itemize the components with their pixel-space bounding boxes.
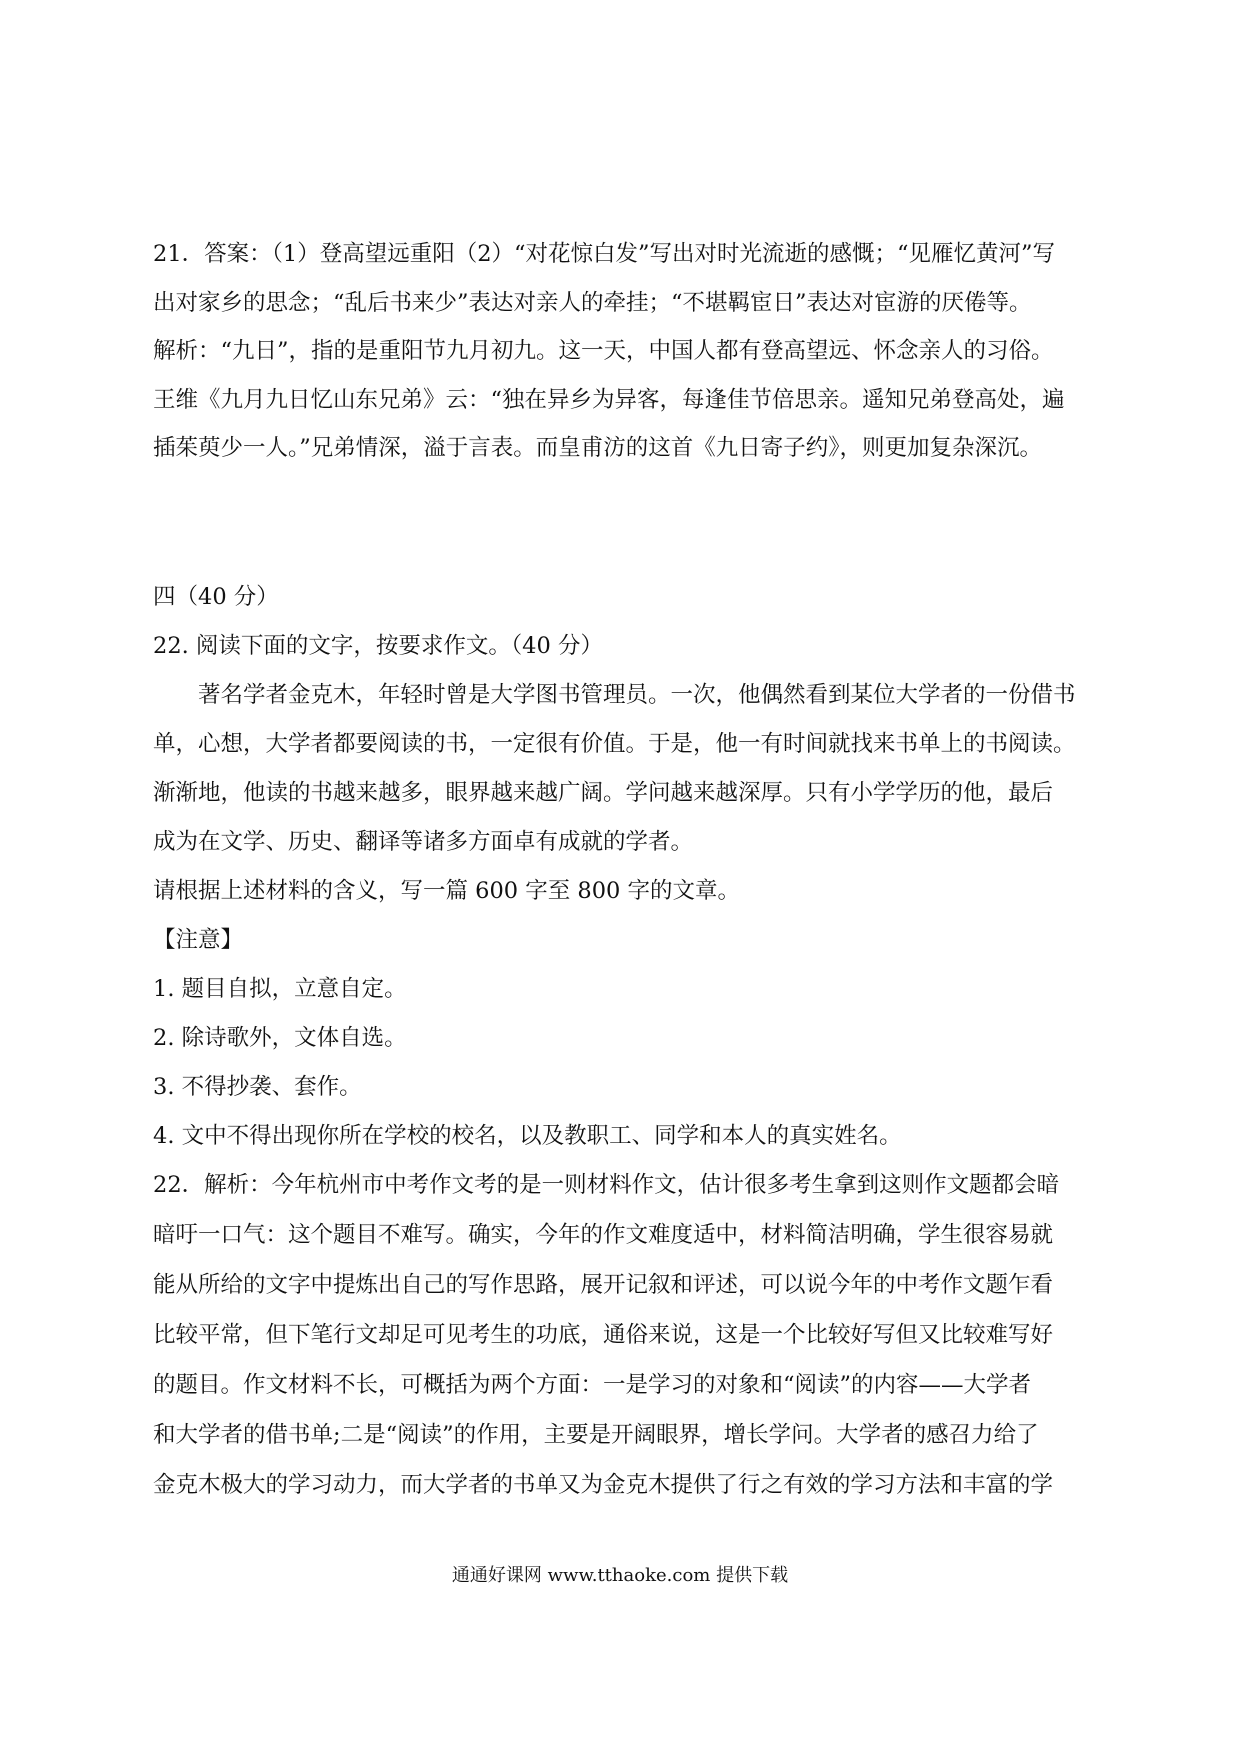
material-line-4: 成为在文学、历史、翻译等诸多方面卓有成就的学者。: [153, 829, 694, 855]
notice-item-2: 2. 除诗歌外，文体自选。: [153, 1025, 407, 1051]
q21-line-5: 插茱萸少一人。”兄弟情深，溢于言表。而皇甫汸的这首《九日寄子约》，则更加复杂深沉。: [153, 435, 1043, 461]
question-22-prompt: 22. 阅读下面的文字，按要求作文。（40 分）: [153, 633, 603, 659]
notice-item-3: 3. 不得抄袭、套作。: [153, 1074, 362, 1100]
q21-line-3: 解析：“九日”，指的是重阳节九月初九。这一天，中国人都有登高望远、怀念亲人的习俗。: [153, 338, 1054, 364]
material-line-1: 著名学者金克木，年轻时曾是大学图书管理员。一次，他偶然看到某位大学者的一份借书: [198, 682, 1076, 708]
notice-item-4: 4. 文中不得出现你所在学校的校名，以及教职工、同学和本人的真实姓名。: [153, 1123, 902, 1149]
notice-title: 【注意】: [153, 927, 244, 953]
q21-line-2: 出对家乡的思念；“乱后书来少”表达对亲人的牵挂；“不堪羁宦日”表达对宦游的厌倦等。: [153, 290, 1032, 316]
analysis-line-2: 暗吁一口气：这个题目不难写。确实，今年的作文难度适中，材料简洁明确，学生很容易就: [153, 1222, 1054, 1248]
q21-line-1: 21．答案：（1）登高望远重阳（2）“对花惊白发”写出对时光流逝的感慨；“见雁忆黄河”写: [153, 241, 1056, 267]
q21-line-4: 王维《九月九日忆山东兄弟》云：“独在异乡为异客，每逢佳节倍思亲。遥知兄弟登高处，遍: [153, 387, 1065, 413]
material-line-2: 单，心想，大学者都要阅读的书，一定很有价值。于是，他一有时间就找来书单上的书阅读。: [153, 731, 1076, 757]
section-heading: 四（40 分）: [153, 584, 279, 610]
material-line-3: 渐渐地，他读的书越来越多，眼界越来越广阔。学问越来越深厚。只有小学学历的他，最后: [153, 780, 1054, 806]
analysis-line-1: 22．解析：今年杭州市中考作文考的是一则材料作文，估计很多考生拿到这则作文题都会暗: [153, 1172, 1060, 1198]
analysis-line-6: 和大学者的借书单;二是“阅读”的作用，主要是开阔眼界，增长学问。大学者的感召力给了: [153, 1422, 1039, 1448]
notice-item-1: 1. 题目自拟，立意自定。: [153, 976, 407, 1002]
page-footer: 通通好课网 www.tthaoke.com 提供下载: [451, 1565, 789, 1586]
essay-requirement: 请根据上述材料的含义，写一篇 600 字至 800 字的文章。: [153, 878, 741, 904]
analysis-line-5: 的题目。作文材料不长，可概括为两个方面：一是学习的对象和“阅读”的内容——大学者: [153, 1372, 1032, 1398]
analysis-line-7: 金克木极大的学习动力，而大学者的书单又为金克木提供了行之有效的学习方法和丰富的学: [153, 1472, 1054, 1498]
analysis-line-3: 能从所给的文字中提炼出自己的写作思路，展开记叙和评述，可以说今年的中考作文题乍看: [153, 1272, 1054, 1298]
analysis-line-4: 比较平常，但下笔行文却足可见考生的功底，通俗来说，这是一个比较好写但又比较难写好: [153, 1322, 1054, 1348]
